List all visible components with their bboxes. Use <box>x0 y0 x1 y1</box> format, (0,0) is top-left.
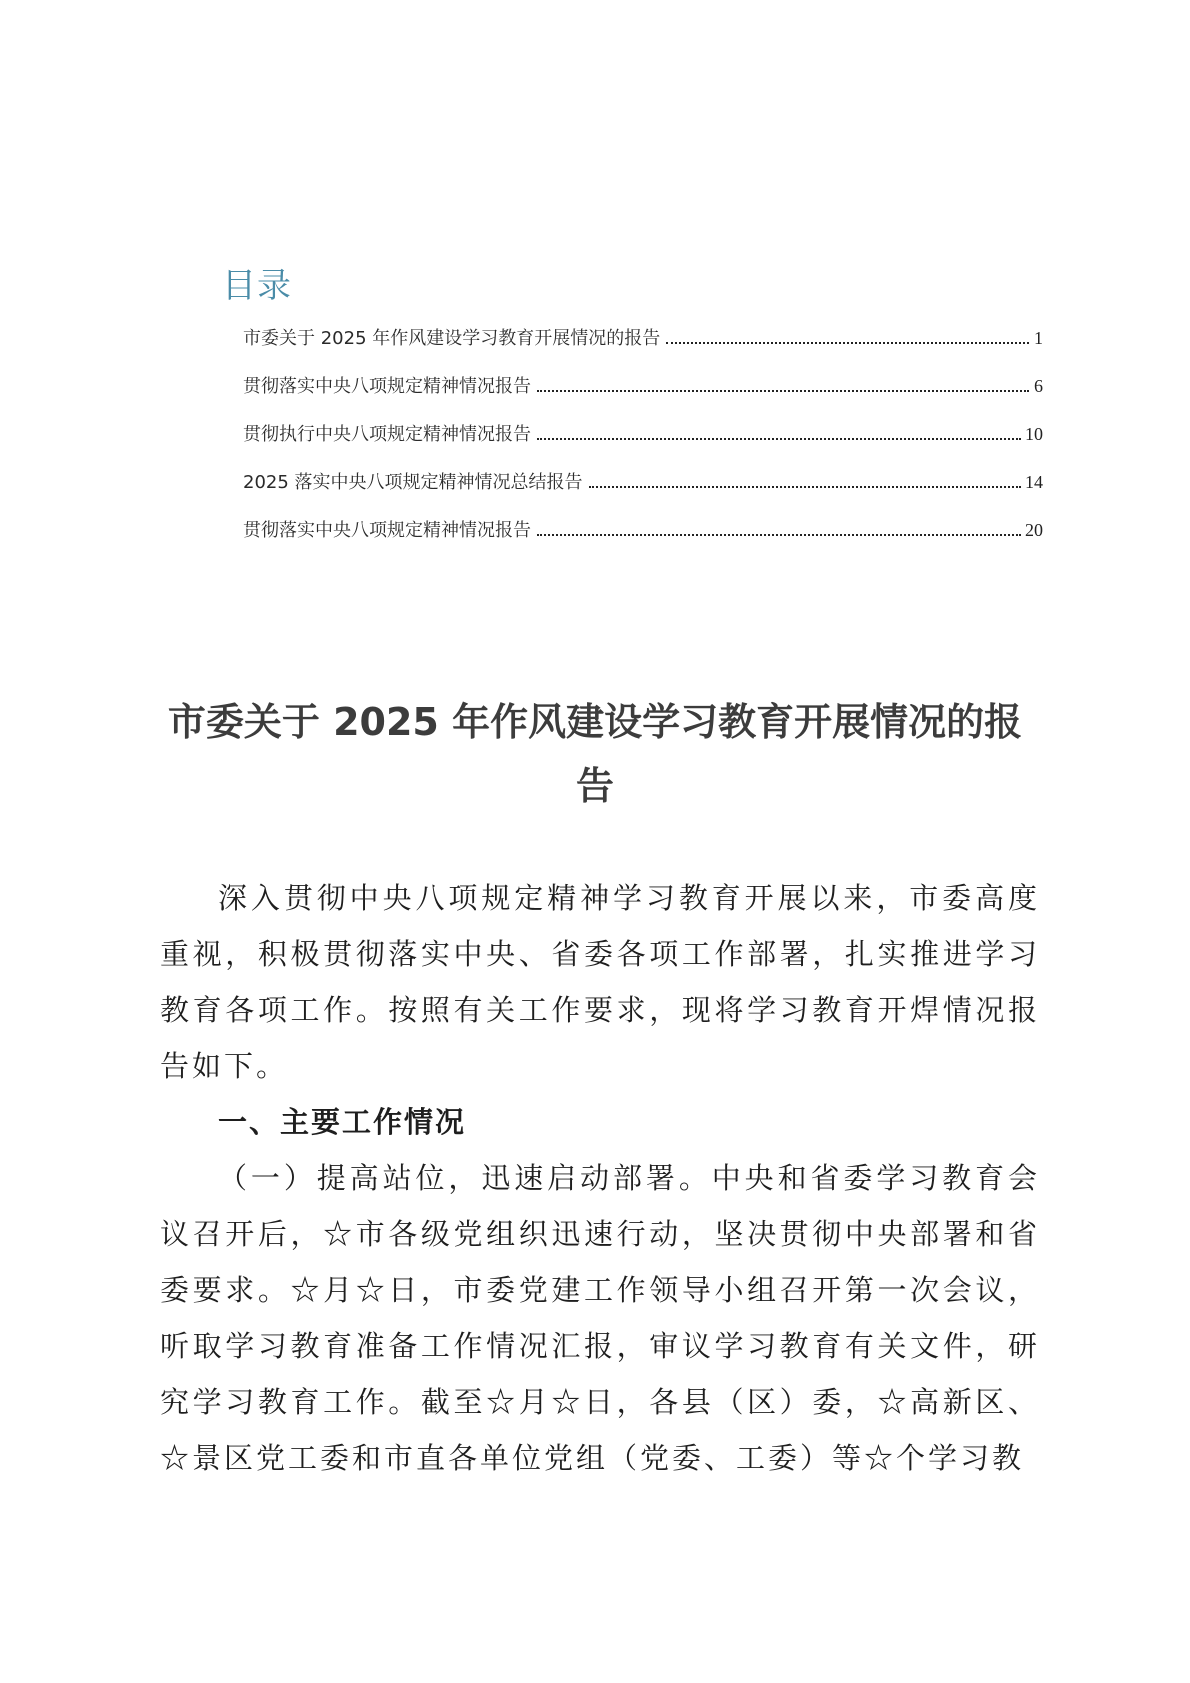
toc-item[interactable] <box>243 420 1043 468</box>
toc-dot-leader <box>537 534 1021 536</box>
toc-item[interactable] <box>243 324 1043 372</box>
toc-item[interactable] <box>243 372 1043 420</box>
toc-title: 目录 <box>222 266 292 306</box>
toc-item-page: 10 <box>1025 424 1043 444</box>
toc-item-page: 20 <box>1025 520 1043 540</box>
toc-dot-leader <box>537 390 1029 392</box>
intro-paragraph: 深入贯彻中央八项规定精神学习教育开展以来，市委高度重视，积极贯彻落实中央、省委各项工作部署，扎实推进学习教育各项工作。按照有关工作要求，现将学习教育开焊情况报告如下。 <box>160 881 1040 1083</box>
toc-item-label: 市委关于 2025 年作风建设学习教育开展情况的报告 <box>243 328 661 349</box>
toc-dot-leader <box>537 438 1021 440</box>
table-of-contents <box>243 324 1043 564</box>
toc-item-label: 2025 落实中央八项规定精神情况总结报告 <box>243 472 583 493</box>
toc-item-label: 贯彻落实中央八项规定精神情况报告 <box>243 376 531 397</box>
toc-item[interactable] <box>243 468 1043 516</box>
toc-dot-leader <box>589 486 1021 488</box>
toc-item-label: 贯彻执行中央八项规定精神情况报告 <box>243 424 531 445</box>
document-title: 市委关于 2025 年作风建设学习教育开展情况的报告 <box>167 700 1023 808</box>
toc-item-page: 6 <box>1034 376 1043 396</box>
toc-item-page: 1 <box>1034 328 1043 348</box>
toc-item[interactable] <box>243 516 1043 564</box>
section-heading: 一、主要工作情况 <box>218 1105 467 1139</box>
toc-item-page: 14 <box>1025 472 1043 492</box>
toc-item-label: 贯彻落实中央八项规定精神情况报告 <box>243 520 531 541</box>
section-paragraph: （一）提高站位，迅速启动部署。中央和省委学习教育会议召开后，☆市各级党组织迅速行动，坚决贯彻中央部署和省委要求。☆月☆日，市委党建工作领导小组召开第一次会议，听取学习教育准备工作情况汇报，审议学习教育有关文件，研究学习教育工作。截至☆月☆日，各县（区）委，☆高新区、☆景区党工委和市直各单位党组（党委、工委）等☆个学习教 <box>160 1161 1040 1475</box>
toc-dot-leader <box>666 342 1029 344</box>
document-body <box>160 870 1040 1486</box>
